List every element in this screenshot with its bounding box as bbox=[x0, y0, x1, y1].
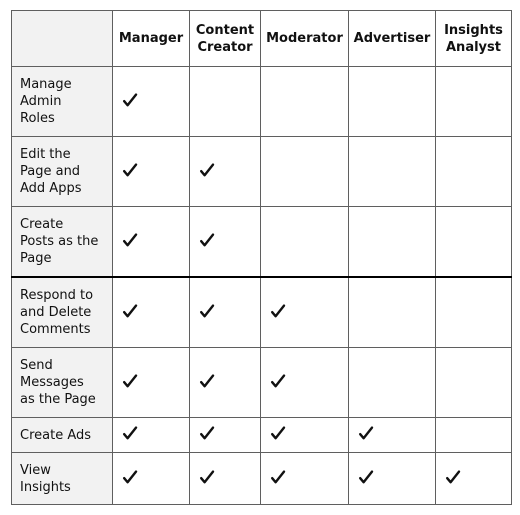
permission-cell bbox=[349, 418, 436, 453]
permission-cell bbox=[349, 137, 436, 207]
column-header-moderator bbox=[261, 11, 349, 67]
column-header-label: Advertiser bbox=[353, 31, 431, 46]
header-row bbox=[12, 11, 512, 67]
permission-label-text: Create Ads bbox=[20, 427, 92, 443]
permission-cell bbox=[261, 207, 349, 278]
permission-label bbox=[12, 277, 113, 348]
permission-cell bbox=[436, 67, 512, 137]
permission-cell bbox=[261, 418, 349, 453]
permission-label-text: Respond to and Delete Comments bbox=[20, 288, 94, 337]
permission-label-text: View Insights bbox=[20, 462, 71, 495]
permissions-table bbox=[11, 10, 512, 505]
permission-label bbox=[12, 418, 113, 453]
permission-cell bbox=[436, 277, 512, 348]
check-mark-icon bbox=[199, 162, 215, 178]
permission-cell bbox=[349, 67, 436, 137]
permission-cell bbox=[113, 348, 190, 418]
permission-cell bbox=[349, 453, 436, 505]
check-mark-icon bbox=[270, 373, 286, 389]
permission-cell bbox=[190, 207, 261, 278]
check-mark-icon bbox=[122, 425, 138, 441]
table-row bbox=[12, 348, 512, 418]
permission-cell bbox=[261, 277, 349, 348]
table-row bbox=[12, 277, 512, 348]
check-mark-icon bbox=[122, 92, 138, 108]
permission-cell bbox=[113, 207, 190, 278]
column-header-content-creator bbox=[190, 11, 261, 67]
table-body bbox=[12, 67, 512, 505]
table-row bbox=[12, 453, 512, 505]
permission-cell bbox=[261, 67, 349, 137]
permission-cell bbox=[190, 348, 261, 418]
table-row bbox=[12, 67, 512, 137]
check-mark-icon bbox=[122, 373, 138, 389]
permission-label bbox=[12, 348, 113, 418]
permission-cell bbox=[436, 137, 512, 207]
check-mark-icon bbox=[358, 469, 374, 485]
permission-cell bbox=[190, 418, 261, 453]
check-mark-icon bbox=[122, 469, 138, 485]
permission-cell bbox=[113, 277, 190, 348]
column-header-insights-analyst bbox=[436, 11, 512, 67]
permission-cell bbox=[436, 453, 512, 505]
permission-label-text: Create Posts as the Page bbox=[20, 217, 99, 266]
permission-cell bbox=[113, 418, 190, 453]
column-header-manager bbox=[113, 11, 190, 67]
permission-cell bbox=[190, 137, 261, 207]
permission-cell bbox=[349, 277, 436, 348]
permission-label bbox=[12, 453, 113, 505]
permission-cell bbox=[261, 453, 349, 505]
permission-cell bbox=[349, 207, 436, 278]
permission-label bbox=[12, 67, 113, 137]
column-header-advertiser bbox=[349, 11, 436, 67]
check-mark-icon bbox=[122, 232, 138, 248]
check-mark-icon bbox=[199, 303, 215, 319]
permission-cell bbox=[190, 277, 261, 348]
table-row bbox=[12, 418, 512, 453]
permission-cell bbox=[261, 137, 349, 207]
column-header-label: Insights Analyst bbox=[444, 22, 503, 55]
permission-cell bbox=[349, 348, 436, 418]
table-row bbox=[12, 137, 512, 207]
column-header-label: Manager bbox=[118, 31, 184, 46]
permission-label-text: Edit the Page and Add Apps bbox=[20, 147, 82, 196]
permission-label bbox=[12, 137, 113, 207]
permission-label-text: Manage Admin Roles bbox=[20, 77, 72, 126]
check-mark-icon bbox=[122, 162, 138, 178]
corner-cell bbox=[12, 11, 113, 67]
permission-cell bbox=[113, 453, 190, 505]
permission-cell bbox=[113, 137, 190, 207]
column-header-label: Content Creator bbox=[195, 22, 255, 55]
check-mark-icon bbox=[199, 373, 215, 389]
check-mark-icon bbox=[270, 425, 286, 441]
permission-cell bbox=[261, 348, 349, 418]
check-mark-icon bbox=[358, 425, 374, 441]
permission-cell bbox=[113, 67, 190, 137]
check-mark-icon bbox=[270, 469, 286, 485]
check-mark-icon bbox=[199, 469, 215, 485]
permission-cell bbox=[190, 67, 261, 137]
check-mark-icon bbox=[445, 469, 461, 485]
permission-cell bbox=[436, 418, 512, 453]
permission-cell bbox=[190, 453, 261, 505]
column-header-label: Moderator bbox=[266, 31, 343, 46]
permission-label-text: Send Messages as the Page bbox=[20, 358, 96, 407]
check-mark-icon bbox=[199, 232, 215, 248]
table-row bbox=[12, 207, 512, 278]
permission-label bbox=[12, 207, 113, 278]
check-mark-icon bbox=[199, 425, 215, 441]
check-mark-icon bbox=[122, 303, 138, 319]
permission-cell bbox=[436, 348, 512, 418]
check-mark-icon bbox=[270, 303, 286, 319]
permission-cell bbox=[436, 207, 512, 278]
